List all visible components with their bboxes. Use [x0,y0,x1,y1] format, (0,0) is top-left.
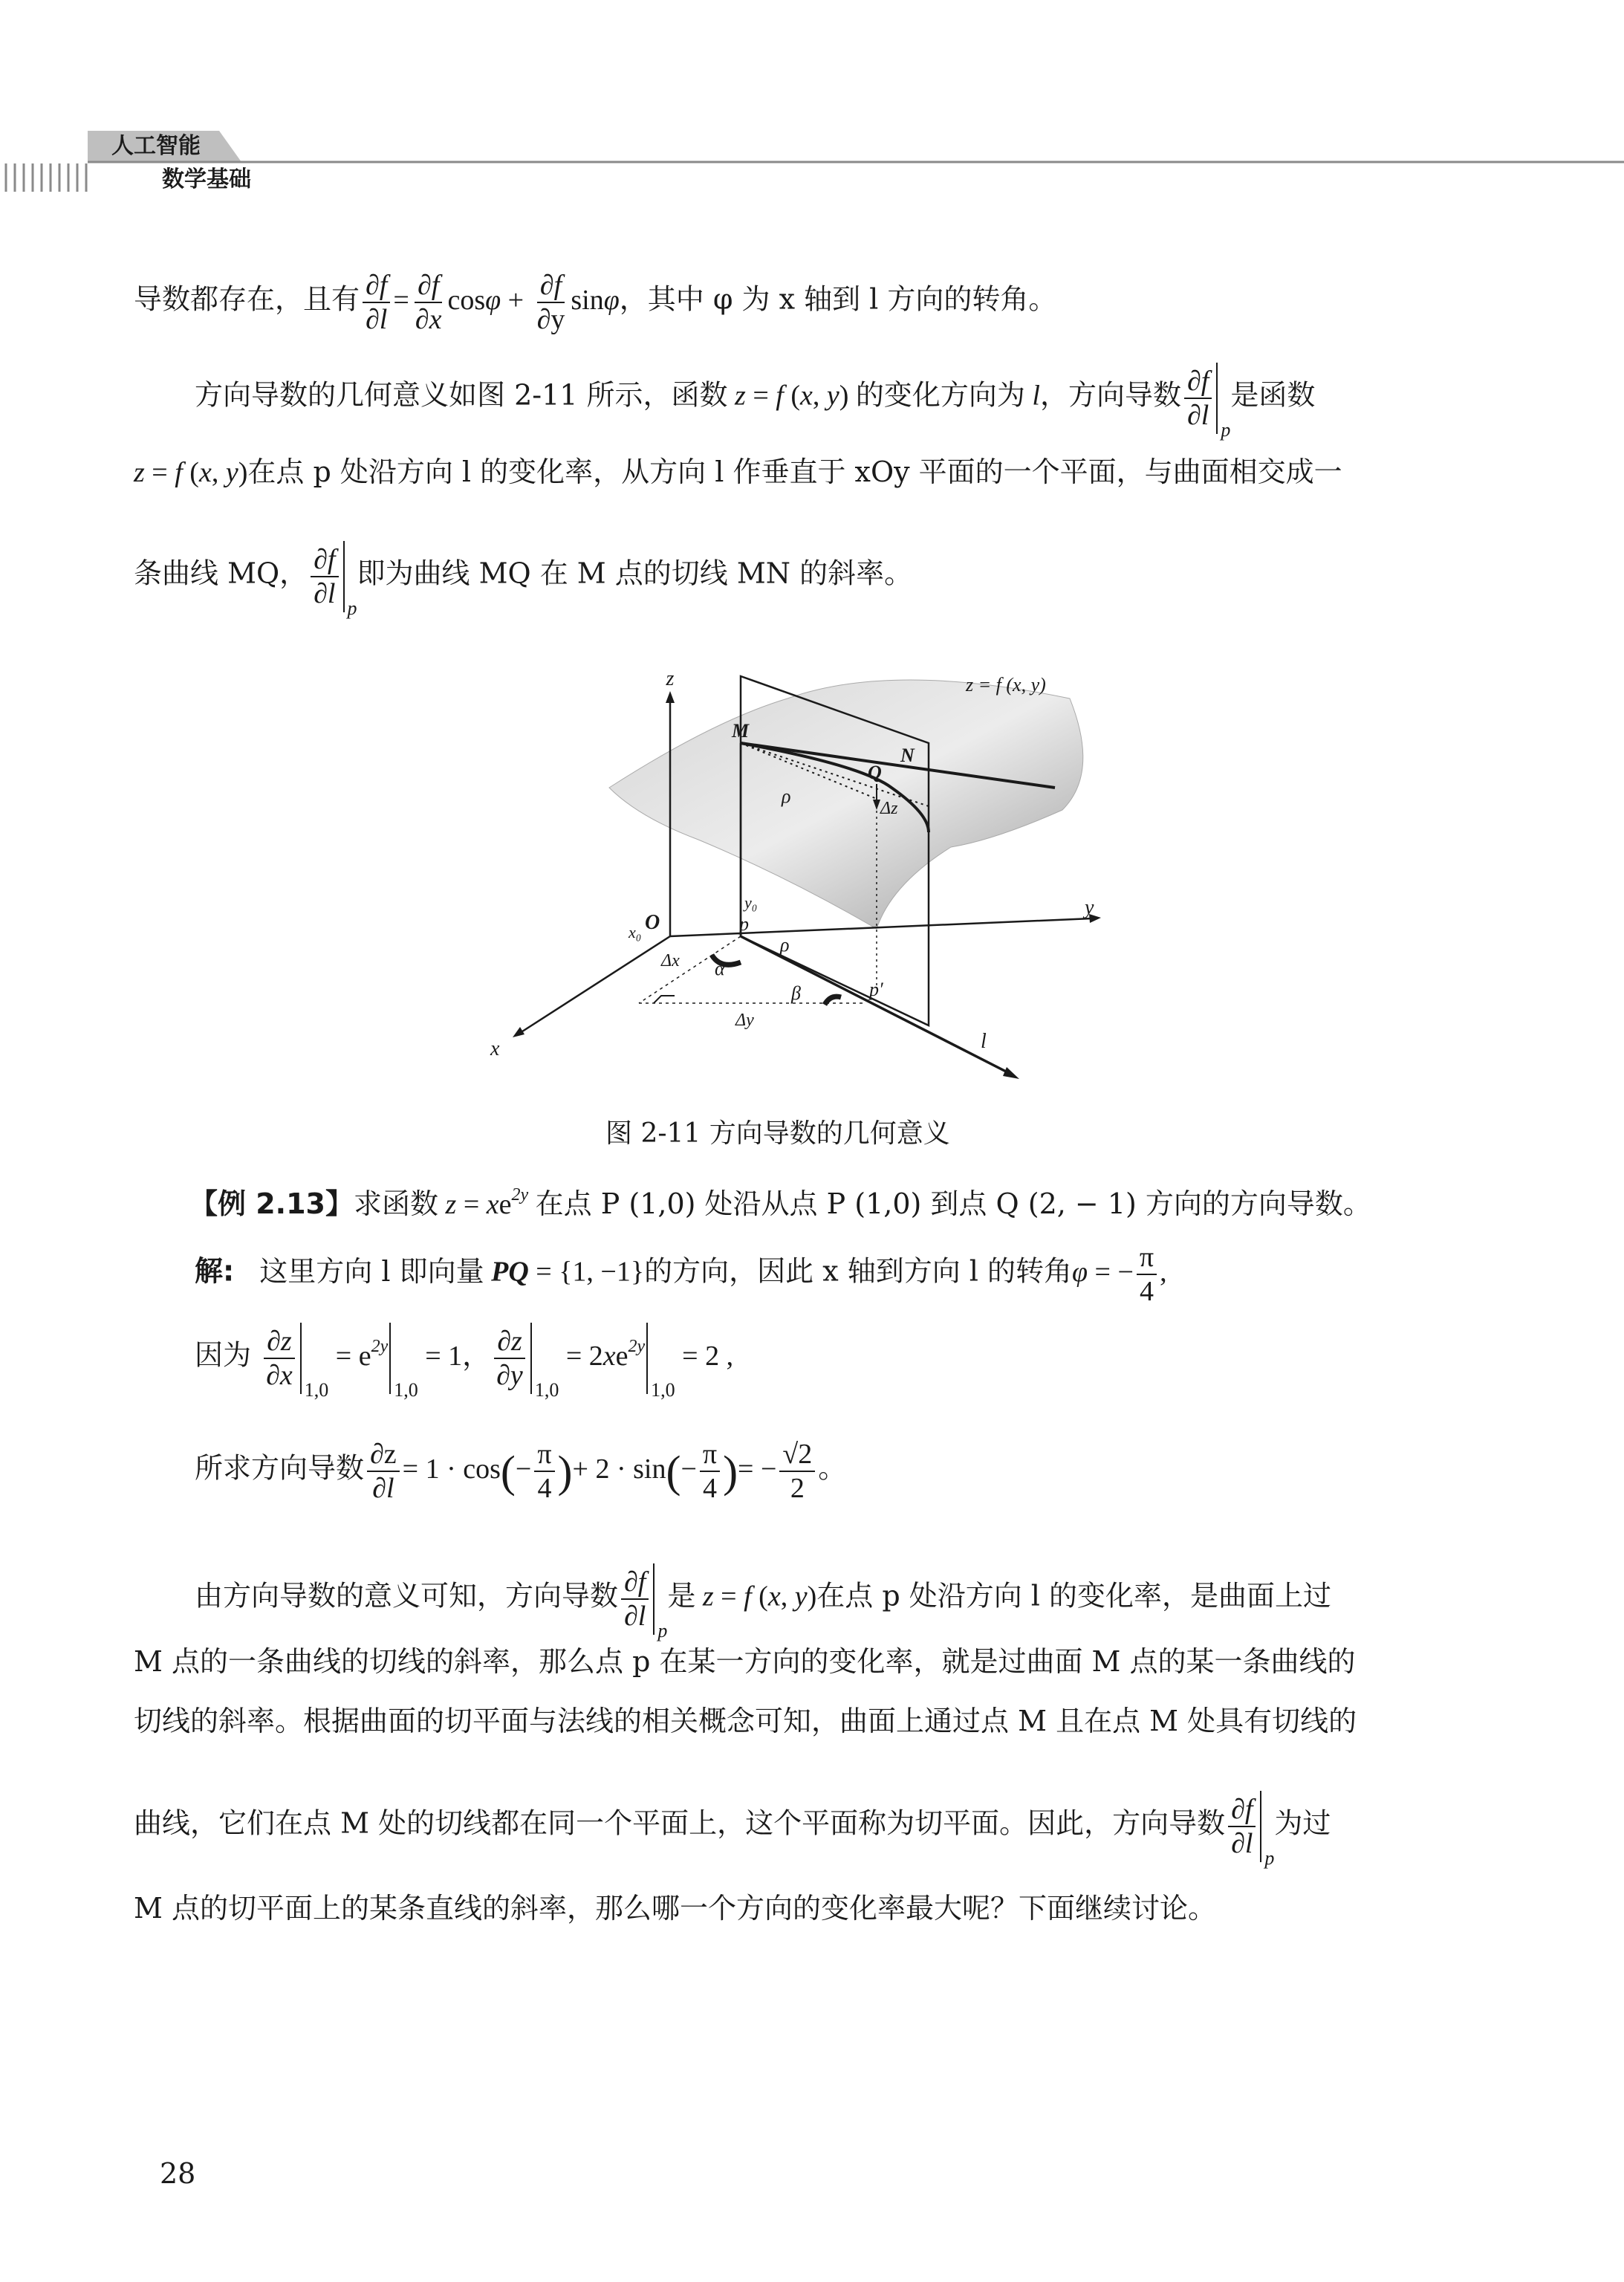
example-text-a: 求函数 [354,1187,439,1220]
formula-vector-PQ: PQ = {1, −1} [491,1256,645,1288]
label-p: p [739,913,749,935]
para3-text-c: 在点 p 处沿方向 l 的变化率，是曲面上过 [816,1579,1332,1612]
solution-line1 [195,1241,1167,1308]
book-subtitle: 数学基础 [162,166,251,192]
label-beta: β [791,982,801,1004]
para3-line3: 切线的斜率。根据曲面的切平面与法线的相关概念可知，曲面上通过点 M 且在点 M 处具有切线的 [134,1705,1357,1737]
para3-line4: 曲线，它们在点 M 处的切线都在同一个平面上，这个平面称为切平面。因此，方向导数 $\frac{\partial f}{\partial l}$ p为过 [134,1791,1331,1879]
example-text-b: 在点 P (1,0) 处沿从点 P (1,0) 到点 Q (2, − 1) 方向的方向导数。 [535,1187,1371,1220]
para3-text-line4b: 为过 [1274,1806,1331,1840]
solution-text-a: 这里方向 l 即向量 [259,1254,484,1288]
figure-graphic [475,654,1144,1092]
label-N: N [900,745,915,766]
page-number: 28 [160,2157,196,2190]
para2-text-d: 是函数 [1230,378,1316,412]
label-M: M [732,720,750,742]
formula-phi: φ = − $\frac{\pi}{4}$ , [1072,1242,1167,1307]
solution-label: 解: [195,1254,235,1288]
label-z-axis: z [666,667,675,690]
label-y-axis: y [1085,896,1094,919]
surface [609,680,1083,929]
label-x0: x₀ [629,923,642,941]
formula-result: $\frac{\partial z}{\partial l}$ = 1 · cos(− $\frac{\pi}{4}$ )+ 2 · sin(− $\frac{\pi}{4}$ )= − $\frac{√2}{2}$ [364,1453,818,1485]
para2-line3: 条曲线 MQ， $\frac{\partial f}{\partial l}$ p即为曲线 MQ 在 M 点的切线 MN 的斜率。 [134,541,912,629]
label-O: O [645,911,660,934]
para3-line5: M 点的切平面上的某条直线的斜率，那么哪一个方向的变化率最大呢？下面继续讨论。 [134,1892,1216,1925]
label-alpha: α [715,958,725,979]
label-x-axis: x [490,1037,500,1060]
result-lead: 所求方向导数 [195,1451,365,1485]
para2-text-a: 方向导数的几何意义如图 2-11 所示，函数 [195,378,728,412]
para2-text-line3b: 即为曲线 MQ 在 M 点的切线 MN 的斜率。 [357,557,913,590]
example-statement [189,1174,1371,1225]
para2-text-line2: 在点 p 处沿方向 l 的变化率，从方向 l 作垂直于 xOy 平面的一个平面，与曲面相交成一 [247,456,1342,488]
para2-line2: z = f (x, y)在点 p 处沿方向 l 的变化率，从方向 l 作垂直于 xOy 平面的一个平面，与曲面相交成一 [134,456,1342,488]
label-dy: Δy [735,1011,754,1030]
label-dz: Δz [880,799,898,818]
result-end: 。 [818,1451,847,1485]
solution-line3 [195,1438,846,1505]
para3-line1: 由方向导数的意义可知，方向导数 $\frac{\partial f}{\partial l}$ p是 z = f (x, y)在点 p 处沿方向 l 的变化率，是曲面上过 [195,1563,1331,1652]
label-dx: Δx [661,951,680,970]
para3-text-b: 是 [667,1579,696,1612]
label-rho-lower: ρ [780,934,790,956]
running-header [0,126,1624,193]
formula-z-xe2y: $z = xe^{2y}$ [438,1185,529,1220]
label-p-prime: p′ [869,979,883,1000]
para3-line2: M 点的一条曲线的切线的斜率，那么点 p 在某一方向的变化率，就是过曲面 M 点的某一条曲线的 [134,1645,1356,1678]
formula-df-dl-p: $\frac{\partial f}{\partial l}$ p [1181,380,1230,412]
para1-tail: ，其中 φ 为 x 轴到 l 方向的转角。 [619,282,1057,316]
label-rho-upper: ρ [782,785,791,807]
label-Q: Q [868,762,882,783]
figure-2-11 [475,654,1144,1092]
formula-z-fxy: z = f (x, y) [727,380,849,412]
label-surface: z = f (x, y) [966,674,1046,696]
label-y0: y₀ [744,893,758,912]
label-l-axis: l [981,1030,987,1053]
para1-lead: 导数都存在，且有 [134,282,360,316]
because-text: 因为 [195,1338,252,1372]
para2-text-b: 的变化方向为 [855,378,1025,412]
solution-line2 [195,1323,733,1411]
solution-text-b: 的方向，因此 x 轴到方向 l 的转角 [644,1254,1073,1288]
para3-text-a: 由方向导数的意义可知，方向导数 [195,1579,619,1612]
figure-caption: 图 2-11 方向导数的几何意义 [605,1118,950,1149]
para1-line [134,269,1056,336]
formula-partials: $\frac{\partial z}{\partial x}$ $1,0 = e^{2y}1,0 = 1$， $\frac{\partial z}{\partial y}$ $1,0 = 2xe^{2y}1,0 = 2$ , [260,1341,733,1372]
para2-text-c: ，方向导数 [1039,378,1181,412]
para3-text-line4a: 曲线，它们在点 M 处的切线都在同一个平面上，这个平面称为切平面。因此，方向导数 [134,1806,1226,1840]
para2-text-line3a: 条曲线 MQ， [134,557,308,590]
example-tag: 【例 2.13】 [189,1187,354,1220]
book-title: 人工智能 [111,133,201,159]
para2-line1: 方向导数的几何意义如图 2-11 所示，函数 z = f (x, y) 的变化方向为 l，方向导数 $\frac{\partial f}{\partial l}$ p是函数 [195,363,1315,451]
formula-directional-derivative: $\frac{\partial f}{\partial l}$ = $\frac{\partial f}{\partial x}$ cosφ + $\frac{\partial f}{\partial y}$ sinφ [360,285,620,316]
